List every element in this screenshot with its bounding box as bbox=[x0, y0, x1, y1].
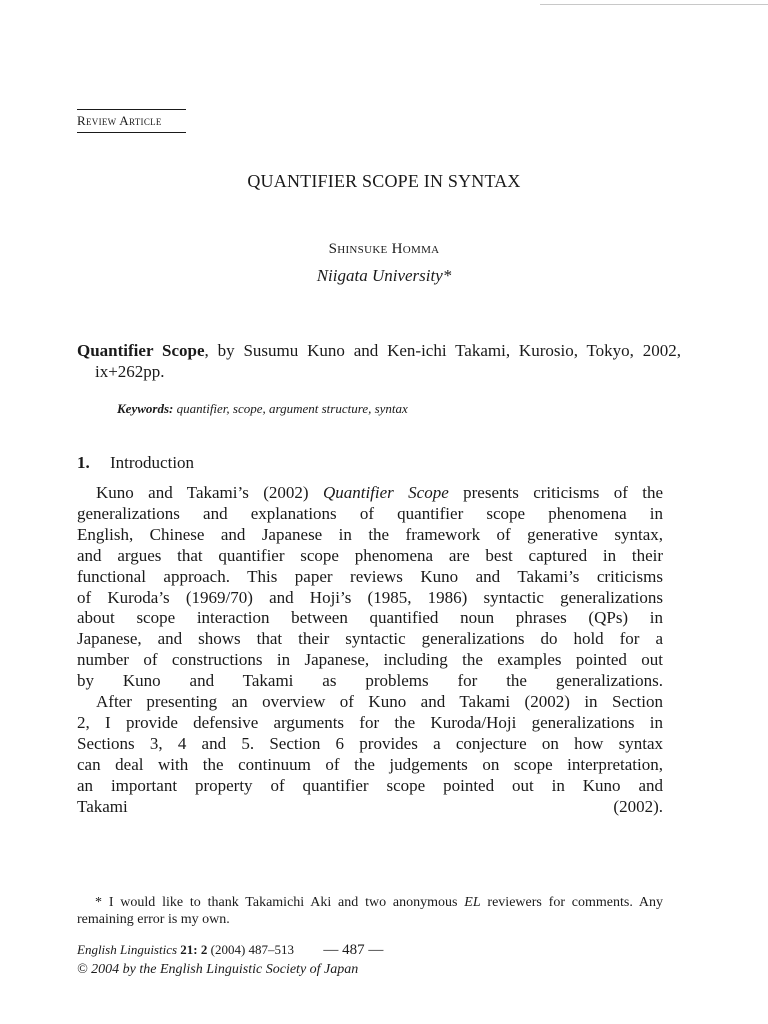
keywords-label: Keywords: bbox=[117, 401, 174, 416]
copyright-line: © 2004 by the English Linguistic Society of Japan bbox=[77, 962, 359, 977]
journal-citation-line bbox=[77, 940, 663, 960]
paragraph-1 bbox=[77, 483, 663, 692]
p1-line: of Kuroda’s (1969/70) and Hoji’s (1985, 1986) syntactic generalizations bbox=[77, 587, 663, 607]
footnote-journal-abbr: EL bbox=[464, 895, 481, 910]
p2-line: an important property of quantifier scope pointed out in Kuno and bbox=[77, 775, 663, 795]
page-number: — 487 — bbox=[323, 942, 384, 958]
reviewed-book-title: Quantifier Scope bbox=[77, 341, 205, 360]
p1-line: generalizations and explanations of quantifier scope phenomena in bbox=[77, 503, 663, 523]
p1-line: number of constructions in Japanese, including the examples pointed out bbox=[77, 650, 663, 670]
p2-line: Takami (2002). bbox=[77, 796, 663, 816]
reviewed-book-details: , by Susumu Kuno and Ken-ichi Takami, Kurosio, Tokyo, 2002, ix+262pp. bbox=[95, 341, 682, 381]
p1-line bbox=[77, 483, 663, 504]
p1-line-1-book-title: Quantifier Scope bbox=[322, 483, 449, 502]
section-title: Introduction bbox=[110, 453, 195, 472]
p2-line: After presenting an overview of Kuno and Takami (2002) in Section bbox=[96, 692, 663, 712]
section-label-rule-bottom bbox=[77, 132, 186, 133]
journal-info bbox=[77, 940, 663, 979]
footnote bbox=[77, 894, 663, 928]
section-label-text: Review Article bbox=[77, 113, 162, 128]
section-label bbox=[77, 109, 186, 133]
p1-line-1-b: presents criticisms of the bbox=[448, 483, 663, 502]
journal-name: English Linguistics bbox=[77, 942, 178, 957]
article-title: QUANTIFIER SCOPE IN SYNTAX bbox=[247, 171, 521, 191]
p1-line: and argues that quantifier scope phenomena are best captured in their bbox=[77, 545, 663, 565]
section-heading bbox=[77, 453, 194, 473]
footnote-text-a: * I would like to thank Takamichi Aki and two anonymous bbox=[95, 895, 465, 910]
p2-line: can deal with the continuum of the judgements on scope interpretation, bbox=[77, 754, 663, 774]
paragraph-2 bbox=[77, 692, 663, 817]
p2-line: Sections 3, 4 and 5. Section 6 provides a conjecture on how syntax bbox=[77, 733, 663, 753]
journal-volume: 21: 2 bbox=[180, 942, 208, 957]
p1-line: English, Chinese and Japanese in the framework of generative syntax, bbox=[77, 524, 663, 544]
p1-line: by Kuno and Takami as problems for the generalizations. bbox=[77, 671, 663, 691]
section-body bbox=[77, 483, 663, 818]
footnote-text-b: reviewers for comments. Any remaining error is my own. bbox=[77, 895, 663, 927]
p1-line-1-a: Kuno and Takami’s (2002) bbox=[96, 483, 323, 502]
p2-line: 2, I provide defensive arguments for the Kuroda/Hoji generalizations in bbox=[77, 712, 663, 732]
top-edge-rule bbox=[540, 4, 768, 5]
journal-year-pages: (2004) 487–513 bbox=[210, 942, 295, 957]
reviewed-book-citation bbox=[77, 340, 681, 382]
section-number: 1. bbox=[77, 453, 90, 472]
keywords bbox=[117, 401, 657, 417]
p1-line: about scope interaction between quantified noun phrases (QPs) in bbox=[77, 608, 663, 628]
p1-line: Japanese, and shows that their syntactic generalizations do hold for a bbox=[77, 629, 663, 649]
section-label-rule-top bbox=[77, 109, 186, 110]
keywords-list: quantifier, scope, argument structure, syntax bbox=[176, 401, 408, 416]
author-affiliation: Niigata University* bbox=[316, 266, 452, 285]
article-author: Shinsuke Homma bbox=[328, 241, 440, 257]
p1-line: functional approach. This paper reviews Kuno and Takami’s criticisms bbox=[77, 566, 663, 586]
